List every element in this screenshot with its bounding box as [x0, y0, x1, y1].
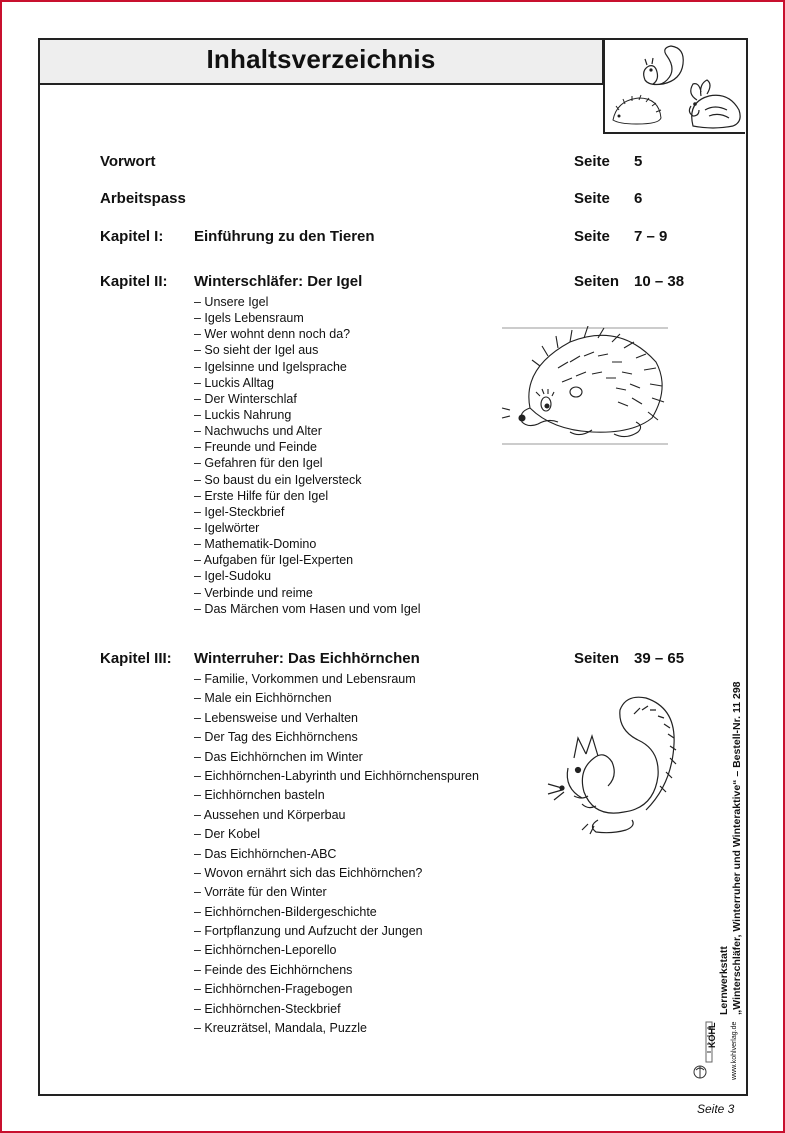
toc-item: – Luckis Nahrung [194, 407, 292, 422]
toc-item: – Igelsinne und Igelsprache [194, 359, 347, 374]
toc-item: – Eichhörnchen-Labyrinth und Eichhörnchenspuren [194, 768, 479, 783]
toc-item: – Igel-Sudoku [194, 569, 272, 584]
toc-item: – Eichhörnchen-Steckbrief [194, 1001, 341, 1016]
chapter-2-title: Winterschläfer: Der Igel [194, 273, 363, 290]
chapter-2-items [194, 294, 421, 617]
toc-item: – Eichhörnchen-Fragebogen [194, 982, 353, 997]
page-title: Inhaltsverzeichnis [206, 44, 436, 74]
chapter-1-pages: 7 – 9 [634, 228, 668, 245]
toc-item: – Der Winterschlaf [194, 391, 297, 406]
publisher-logo-text: KOHL [707, 1022, 717, 1048]
toc-item: – Das Eichhörnchen im Winter [194, 749, 363, 764]
chapter-1-label: Kapitel I: [100, 228, 164, 245]
entry-vorwort-seite: Seite [574, 153, 610, 170]
squirrel-illustration [538, 692, 688, 842]
toc-item: – Erste Hilfe für den Igel [194, 488, 329, 503]
entry-vorwort-pages: 5 [634, 153, 643, 170]
series-info [718, 655, 744, 1015]
toc-item: – Familie, Vorkommen und Lebensraum [194, 672, 416, 686]
toc-item: – Igelwörter [194, 520, 260, 535]
entry-arbeitspass-pages: 6 [634, 190, 643, 207]
toc-item: – Feinde des Eichhörnchens [194, 962, 353, 977]
toc-item: – Lebensweise und Verhalten [194, 710, 359, 725]
book-title-order: „Winterschläfer, Winterruher und Winteraktive“ – Bestell-Nr. 11 298 [731, 681, 743, 1015]
entry-arbeitspass-seite: Seite [574, 190, 610, 207]
chapter-3-title: Winterruher: Das Eichhörnchen [194, 650, 420, 667]
animals-illustration-box [603, 40, 745, 134]
toc-item: – Freunde und Feinde [194, 440, 318, 455]
hedgehog-illustration [500, 326, 670, 448]
publisher-url: www.kohlverlag.de [731, 1021, 738, 1080]
toc-item: – Aussehen und Körperbau [194, 807, 346, 822]
toc-item: – Mathematik-Domino [194, 537, 317, 552]
toc-item: – Igels Lebensraum [194, 311, 304, 326]
toc-item: – Aufgaben für Igel-Experten [194, 553, 354, 568]
toc-item: – Kreuzrätsel, Mandala, Puzzle [194, 1021, 368, 1036]
toc-item: – Luckis Alltag [194, 375, 274, 390]
toc-item: – So baust du ein Igelversteck [194, 472, 362, 487]
toc-item: – Das Märchen vom Hasen und vom Igel [194, 601, 421, 616]
entry-arbeitspass-label: Arbeitspass [100, 190, 186, 207]
toc-item: – Wovon ernährt sich das Eichhörnchen? [194, 865, 423, 880]
toc-item: – Gefahren für den Igel [194, 456, 323, 471]
chapter-3-pages: 39 – 65 [634, 650, 685, 667]
toc-item: – Vorräte für den Winter [194, 885, 327, 900]
toc-item: – Das Eichhörnchen-ABC [194, 846, 337, 861]
series-name: Lernwerkstatt [718, 946, 730, 1015]
chapter-3-label: Kapitel III: [100, 650, 172, 667]
chapter-1-seite: Seite [574, 228, 610, 245]
chapter-3-items [194, 670, 479, 1038]
toc-item: – Verbinde und reime [194, 585, 313, 600]
toc-item: – Igel-Steckbrief [194, 504, 285, 519]
chapter-3-seite: Seiten [574, 650, 620, 667]
toc-item: – Eichhörnchen basteln [194, 788, 325, 803]
toc-item: – Eichhörnchen-Leporello [194, 943, 337, 958]
toc-item: – Der Tag des Eichhörnchens [194, 730, 358, 745]
toc-item: – Nachwuchs und Alter [194, 424, 322, 439]
entry-vorwort-label: Vorwort [100, 153, 156, 170]
chapter-2-seite: Seiten [574, 273, 620, 290]
toc-item: – Eichhörnchen-Bildergeschichte [194, 904, 377, 919]
page-number: Seite 3 [697, 1102, 735, 1116]
chapter-1-title: Einführung zu den Tieren [194, 228, 375, 245]
toc-item: – So sieht der Igel aus [194, 343, 319, 358]
toc-item: – Unsere Igel [194, 295, 269, 309]
toc-item: – Fortpflanzung und Aufzucht der Jungen [194, 924, 423, 939]
toc-item: – Wer wohnt denn noch da? [194, 327, 351, 342]
toc-item: – Der Kobel [194, 827, 261, 842]
animals-illustration [605, 40, 745, 132]
chapter-2-label: Kapitel II: [100, 273, 168, 290]
toc-item: – Male ein Eichhörnchen [194, 691, 332, 706]
chapter-2-pages: 10 – 38 [634, 273, 685, 290]
